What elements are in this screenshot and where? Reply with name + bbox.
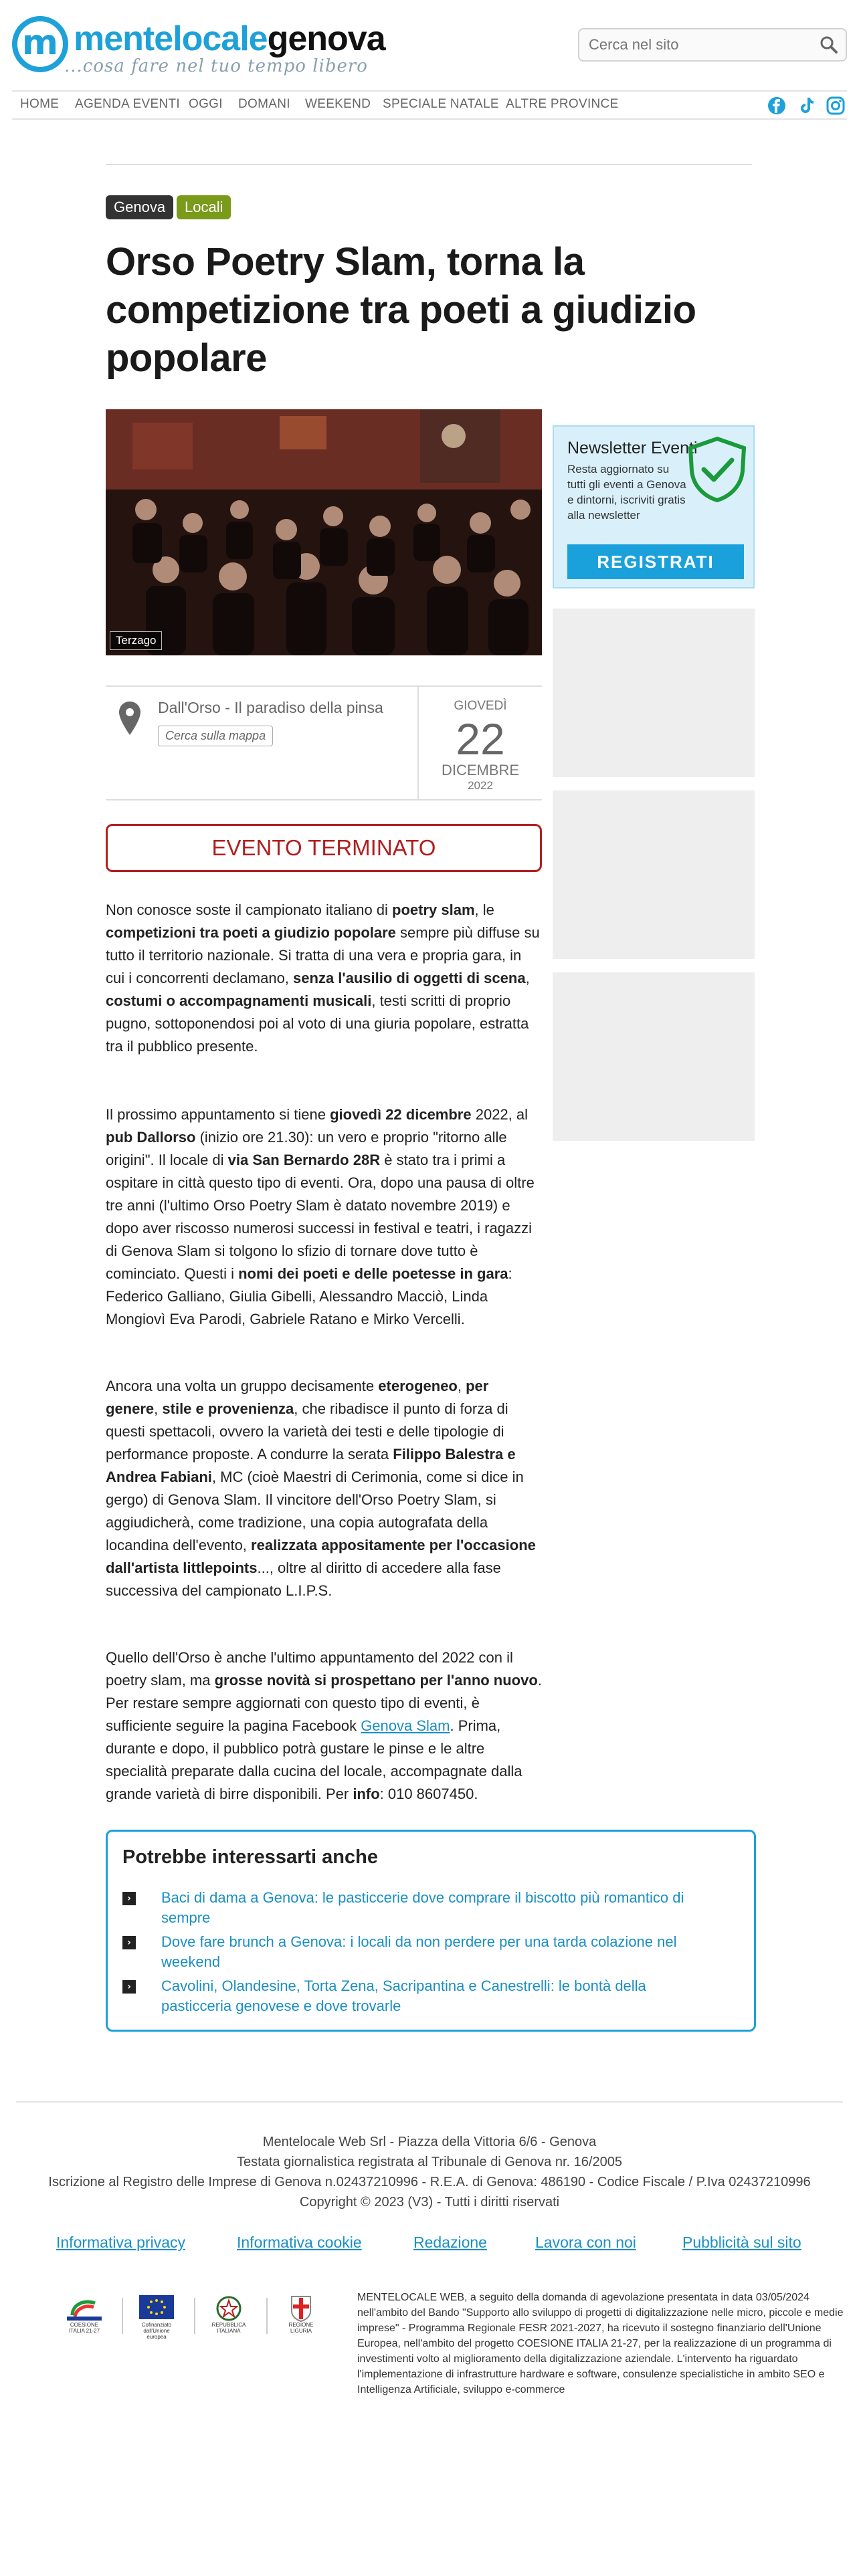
text-run: , [457, 1378, 466, 1394]
text-run: : 010 8607450. [379, 1786, 478, 1802]
bold-text: via San Bernardo 28R [227, 1152, 381, 1168]
logo-part2: genova [267, 19, 385, 58]
nav-home[interactable]: HOME [20, 97, 60, 111]
related-link[interactable]: Dove fare brunch a Genova: i locali da non perdere per una tarda colazione nel weekend [161, 1933, 677, 1970]
footer-link-privacy[interactable]: Informativa privacy [56, 2234, 186, 2251]
event-location[interactable]: Dall'Orso - Il paradiso della pinsa [158, 699, 383, 716]
text-run: : Federico Galliano, Giulia Gibelli, Alessandro Macciò, Linda Mongiovì Eva Parodi, Gabriele Ratano e Mirko Vercelli. [106, 1265, 512, 1327]
nav-domani[interactable]: DOMANI [238, 97, 290, 111]
text-run: Ancora una volta un gruppo decisamente [106, 1378, 379, 1394]
bold-text: poetry slam [392, 901, 475, 918]
category-badge-locali[interactable]: Locali [177, 195, 231, 219]
inline-link[interactable]: Genova Slam [361, 1717, 450, 1734]
bold-text: info [353, 1786, 380, 1802]
shield-check-icon [685, 436, 749, 503]
map-search-button[interactable]: Cerca sulla mappa [158, 726, 273, 746]
footer-registration: Testata giornalistica registrata al Tribunale di Genova nr. 16/2005 [237, 2155, 622, 2169]
event-month: DICEMBRE [441, 762, 520, 778]
event-day-number: 22 [456, 714, 505, 764]
text-run: , che ribadisce il punto di forza di questi spettacoli, ovvero la varietà dei testi e delle tipologie di performance proposte. A condurre la serata [106, 1400, 508, 1463]
text-run: , MC (cioè Maestri di Cerimonia, come si dice in gergo) di Genova Slam. Il vincitore dell'Orso Poetry Slam, si aggiudicherà, come tradizione, una copia autografata della locandina dell'evento, [106, 1469, 524, 1553]
funding-notice: MENTELOCALE WEB, a seguito della domanda di agevolazione presentata in data 03/05/2024 nell'ambito del Bando "Supporto allo sviluppo di progetti di digitalizzazione nelle micro, piccole e medie imprese" - Programma Regionale FESR 2021-2027, ha ricevuto il sostegno finanziario dell'Unione Europea, nell'ambito del progetto COESIONE ITALIA 21-27, per la realizzazione di un programma di investimenti volto al miglioramento della digitalizzazione aziendale. L'intervento ha riguardato l'implementazione di infrastrutture hardware e software, consulenze specialistiche in ambito SEO e Intelligenza Artificiale, sviluppo e-commerce [357, 2292, 844, 2395]
nav-oggi[interactable]: OGGI [189, 97, 223, 111]
logo-letter: m [21, 23, 59, 63]
site-logo[interactable] [74, 19, 385, 59]
divider [106, 164, 752, 165]
regione-liguria-logo [281, 2295, 321, 2337]
newsletter-title: Newsletter Eventi [567, 439, 698, 457]
footer-link-pubblicita[interactable]: Pubblicità sul sito [682, 2234, 801, 2251]
logo-label: REGIONE LIGURIA [288, 2322, 314, 2334]
logo-label: Cofinanziato dall'Unione europea [141, 2322, 172, 2340]
site-header [0, 0, 859, 90]
text-run: ..., oltre al diritto di accedere alla fase successiva del campionato L.I.P.S. [106, 1560, 501, 1599]
article-photo [106, 409, 542, 655]
bold-text: giovedì 22 dicembre [330, 1106, 472, 1123]
category-badge-genova[interactable]: Genova [106, 195, 173, 219]
bold-text: pub Dallorso [106, 1129, 196, 1146]
italy-emblem-logo [209, 2295, 249, 2337]
text-run: , le [474, 901, 494, 918]
logo-tagline: ...cosa fare nel tuo tempo libero [64, 56, 368, 76]
bold-text: costumi o accompagnamenti musicali [106, 992, 372, 1009]
bold-text: stile e provenienza [162, 1400, 294, 1417]
footer-link-redazione[interactable]: Redazione [413, 2234, 487, 2251]
eu-flag-icon [136, 2295, 177, 2322]
logo-separator [122, 2298, 123, 2334]
text-run: Il prossimo appuntamento si tiene [106, 1106, 330, 1123]
article-title: Orso Poetry Slam, torna la competizione tra poeti a giudizio popolare [106, 240, 696, 380]
bold-text: eterogeneo [378, 1378, 458, 1394]
nav-speciale-natale[interactable]: SPECIALE NATALE [383, 97, 499, 111]
main-nav [12, 90, 847, 120]
coesione-italia-icon [64, 2295, 104, 2322]
bold-text: Filippo Balestra e Andrea Fabiani [106, 1446, 516, 1485]
footer-link-lavora[interactable]: Lavora con noi [535, 2234, 636, 2251]
text-run: è stato tra i primi a ospitare in città questo tipo di eventi. Ora, dopo una pausa di oltre tre anni (l'ultimo Orso Poetry Slam è datato novembre 2019) e dopo aver riscosso numerosi successi in festival e teatri, i ragazzi di Genova Slam si tolgono lo sfizio di tornare dove tutto è cominciato. Questi i [106, 1152, 535, 1282]
event-day-name: GIOVEDÌ [454, 699, 507, 713]
chevron-right-icon: › [122, 1936, 136, 1949]
related-articles [106, 1830, 756, 2032]
text-run: . Per restare sempre aggiornati con questo tipo di eventi, è sufficiente seguire la pagina Facebook [106, 1672, 542, 1734]
logo-icon[interactable] [12, 16, 68, 72]
text-run: 2022, al [471, 1106, 529, 1123]
footer-link-cookie[interactable]: Informativa cookie [237, 2234, 362, 2251]
text-run: sempre più diffuse su tutto il territorio nazionale. Si tratta di una vera e propria gara, in cui i concorrenti declamano, [106, 924, 540, 986]
article-paragraph-2 [106, 1103, 542, 1331]
nav-altre-province[interactable]: ALTRE PROVINCE [506, 97, 619, 111]
newsletter-text: Resta aggiornato su tutti gli eventi a Genova e dintorni, iscriviti gratis alla newsletter [567, 463, 686, 522]
logo-label: COESIONE ITALIA 21-27 [68, 2322, 100, 2334]
text-run: , [154, 1400, 163, 1417]
logo-separator [266, 2298, 268, 2334]
footer-company: Mentelocale Web Srl - Piazza della Vittoria 6/6 - Genova [262, 2135, 597, 2149]
logo-part1: mentelocale [74, 19, 268, 58]
ad-slot[interactable] [553, 609, 755, 777]
related-title: Potrebbe interessarti anche [122, 1846, 378, 1868]
nav-weekend[interactable]: WEEKEND [305, 97, 371, 111]
article-paragraph-1 [106, 899, 542, 1058]
logo-separator [194, 2298, 195, 2334]
bold-text: nomi dei poeti e delle poetesse in gara [238, 1265, 508, 1282]
footer-divider [16, 2101, 843, 2103]
text-run: . Prima, durante e dopo, il pubblico potrà gustare le pinse e le altre specialità preparate dalla cucina del locale, accompagnate dalla grande varietà di birre disponibili. Per [106, 1717, 522, 1802]
bold-text: senza l'ausilio di oggetti di scena [293, 970, 526, 986]
nav-agenda-eventi[interactable]: AGENDA EVENTI [75, 97, 180, 111]
related-link[interactable]: Cavolini, Olandesine, Torta Zena, Sacripantina e Canestrelli: le bontà della pasticceria genovese e dove trovarle [161, 1977, 646, 2014]
text-run: (inizio ore 21.30): un vero e proprio "ritorno alle origini". Il locale di [106, 1129, 507, 1168]
ad-slot[interactable] [553, 790, 755, 959]
event-info [106, 685, 542, 800]
article-paragraph-4 [106, 1646, 542, 1806]
chevron-right-icon: › [122, 1892, 136, 1905]
newsletter-register-button[interactable]: REGISTRATI [567, 544, 744, 579]
search-icon[interactable] [819, 35, 839, 55]
logo-label: REPUBBLICA ITALIANA [211, 2322, 246, 2334]
bold-text: per genere [106, 1378, 489, 1417]
article-paragraph-3 [106, 1375, 542, 1602]
event-year: 2022 [468, 779, 493, 792]
facebook-icon[interactable] [767, 96, 787, 116]
footer-copyright: Copyright © 2023 (V3) - Tutti i diritti riservati [299, 2195, 560, 2210]
ad-slot[interactable] [553, 972, 755, 1141]
related-link[interactable]: Baci di dama a Genova: le pasticcerie dove comprare il biscotto più romantico di sempre [161, 1889, 684, 1926]
bold-text: grosse novità si prospettano per l'anno nuovo [214, 1672, 538, 1689]
event-status-banner: EVENTO TERMINATO [106, 824, 542, 872]
tiktok-icon[interactable] [796, 96, 816, 116]
newsletter-box [553, 425, 755, 588]
bold-text: competizioni tra poeti a giudizio popolare [106, 924, 396, 941]
chevron-right-icon: › [122, 1980, 136, 1994]
instagram-icon[interactable] [826, 96, 846, 116]
text-run: Non conosce soste il campionato italiano di [106, 901, 393, 918]
footer-vat: Iscrizione al Registro delle Imprese di Genova n.02437210996 - R.E.A. di Genova: 486190 - Codice Fiscale / P.Iva 02437210996 [48, 2175, 811, 2189]
liguria-shield-icon [281, 2295, 321, 2322]
eu-logo [136, 2295, 177, 2340]
photo-credit: Terzago [110, 631, 162, 650]
bold-text: realizzata appositamente per l'occasione dall'artista littlepoints [106, 1537, 536, 1576]
crowd-photo-illustration [106, 409, 542, 655]
search-box [578, 28, 847, 62]
coesione-italia-logo [64, 2295, 104, 2337]
italian-emblem-icon [209, 2295, 249, 2322]
text-run: , [525, 970, 530, 986]
text-run: Quello dell'Orso è anche l'ultimo appuntamento del 2022 con il poetry slam, ma [106, 1649, 513, 1689]
text-run: , testi scritti di proprio pugno, sottoponendosi poi al voto di una giuria popolare, estratta tra il pubblico presente. [106, 992, 529, 1055]
search-input[interactable] [589, 35, 803, 55]
map-pin-icon [118, 700, 142, 736]
